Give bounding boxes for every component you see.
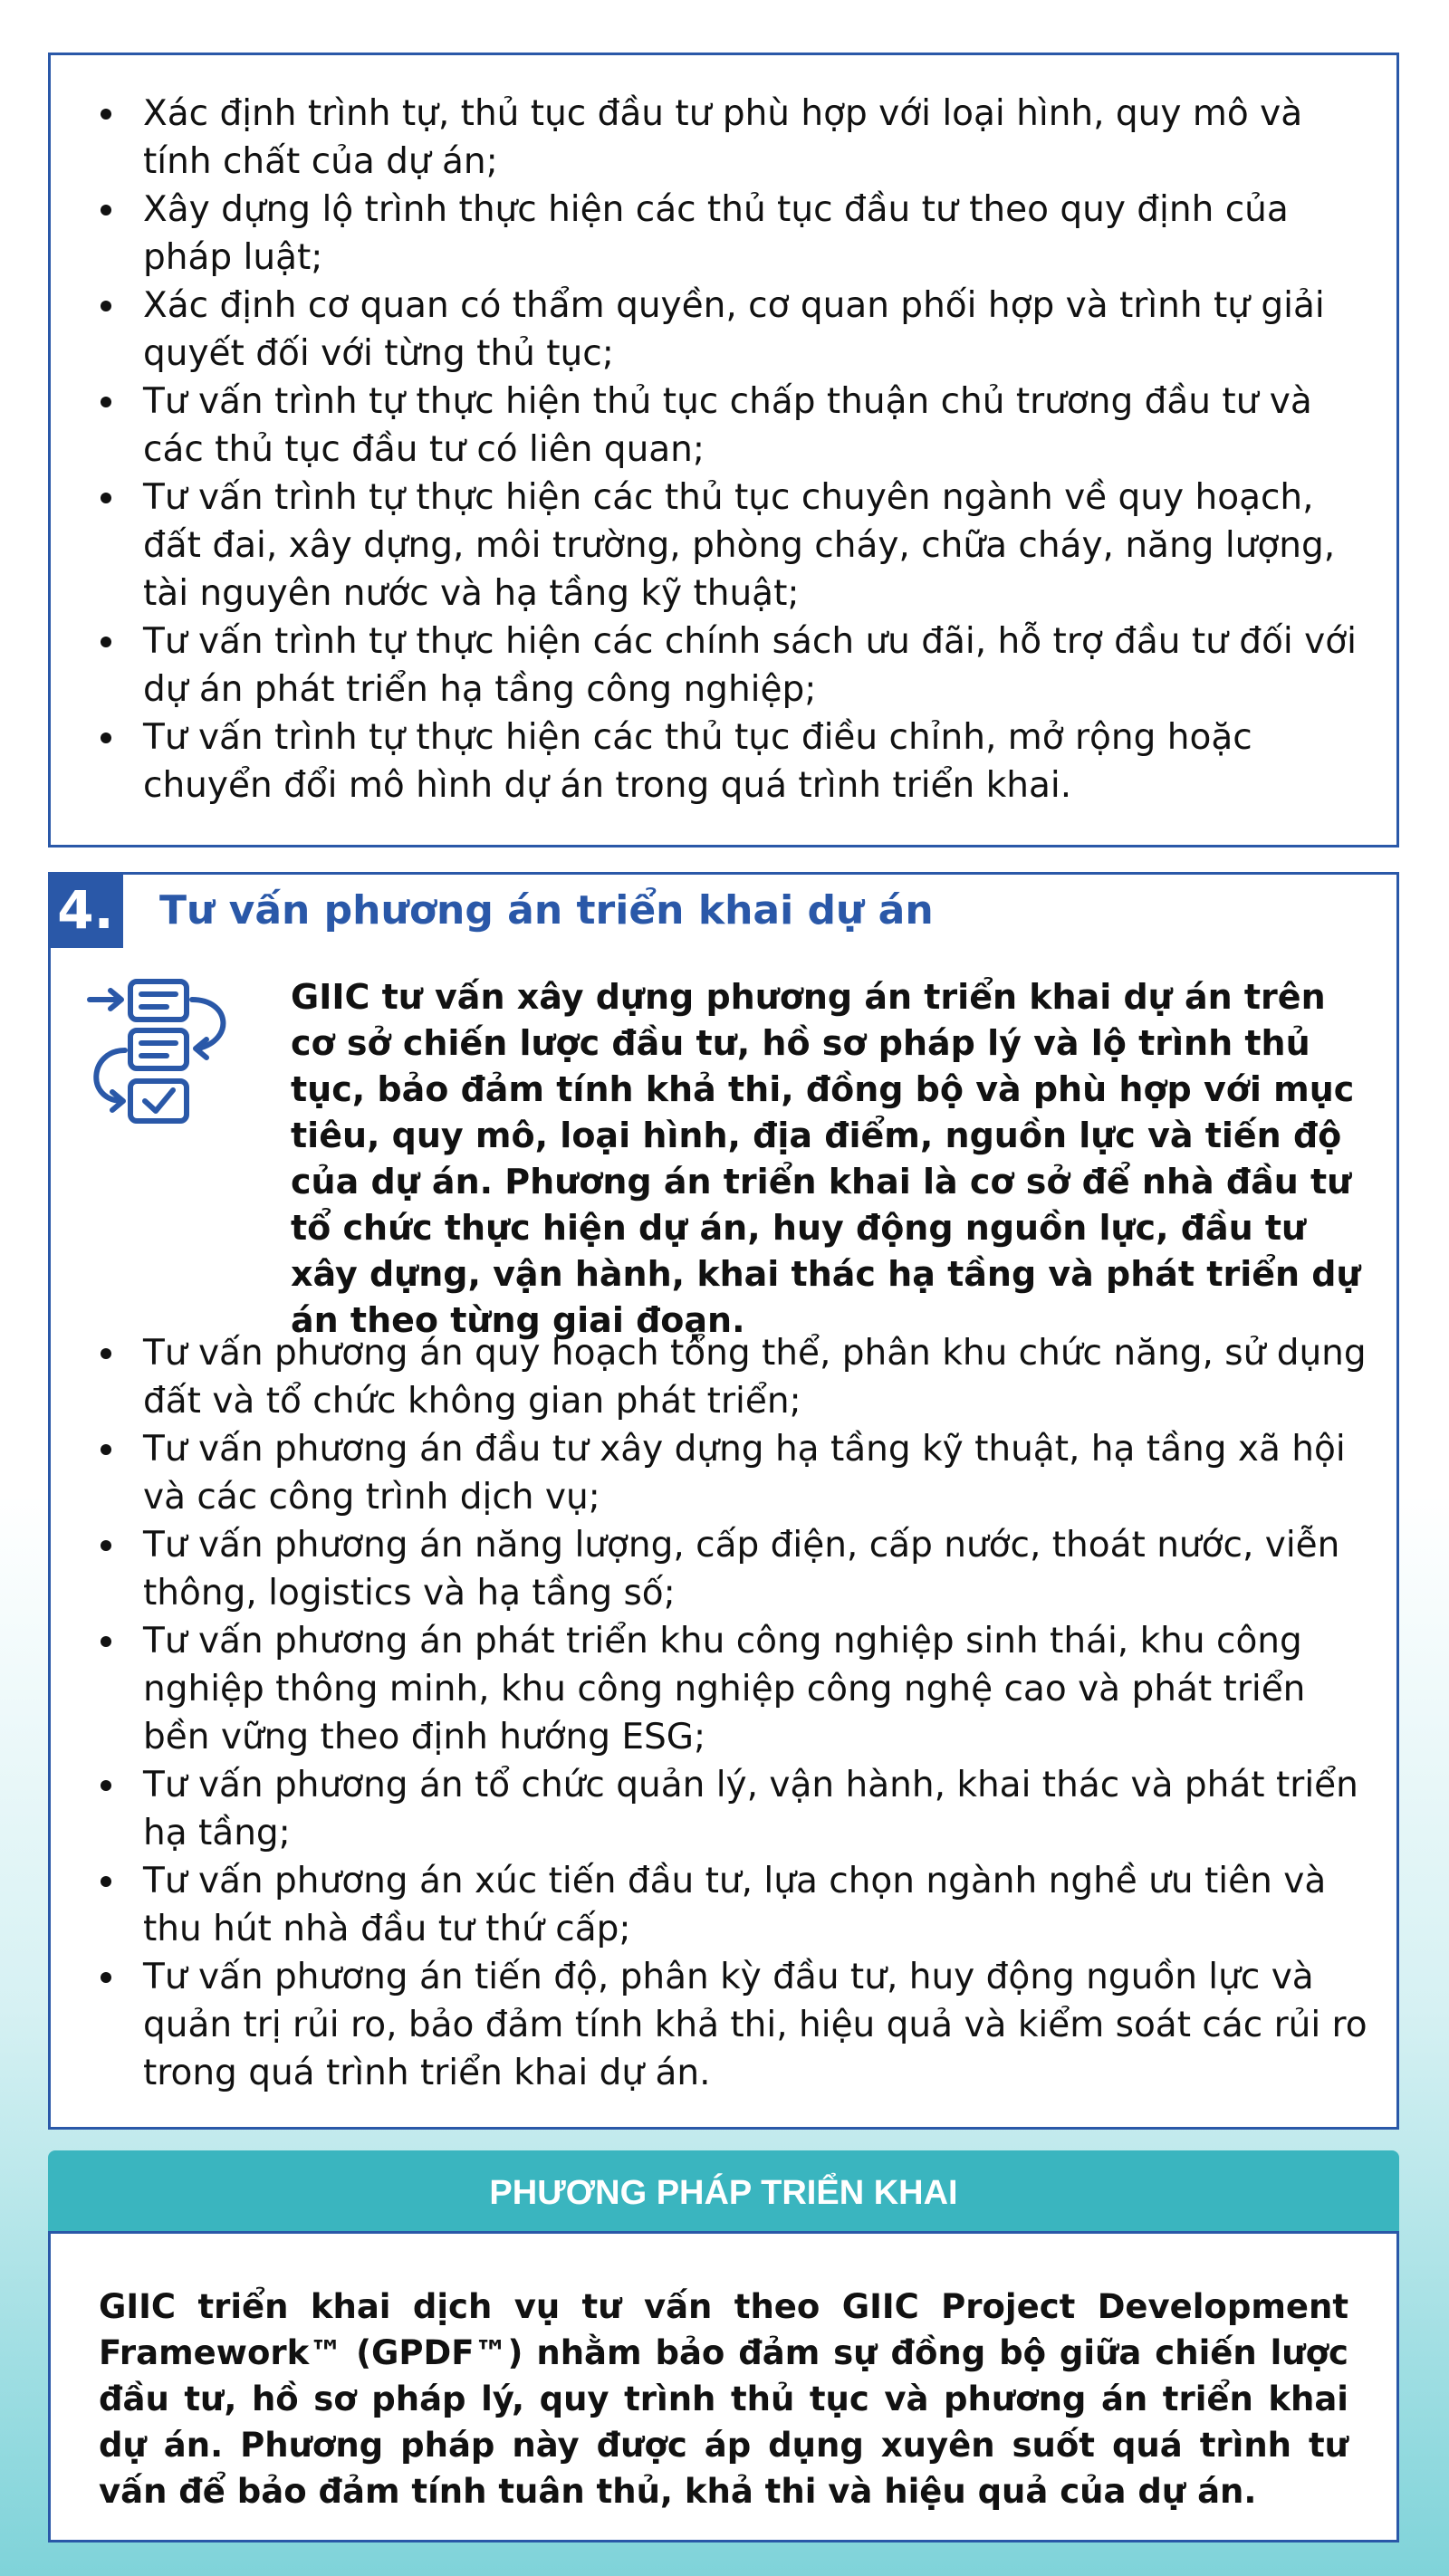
procedure-section-box — [48, 53, 1399, 847]
list-item: Tư vấn trình tự thực hiện thủ tục chấp thuận chủ trương đầu tư và các thủ tục đầu tư có liên quan; — [51, 378, 1396, 474]
list-item: Tư vấn phương án tiến độ, phân kỳ đầu tư, huy động nguồn lực và quản trị rủi ro, bảo đảm tính khả thi, hiệu quả và kiểm soát các rủi ro trong quá trình triển khai dự án. — [51, 1953, 1396, 2097]
deployment-list — [51, 1329, 1396, 2097]
list-item: Tư vấn phương án đầu tư xây dựng hạ tầng kỹ thuật, hạ tầng xã hội và các công trình dịch vụ; — [51, 1425, 1396, 1521]
method-text: GIIC triển khai dịch vụ tư vấn theo GIIC Project Development Framework™ (GPDF™) nhằm bảo đảm sự đồng bộ giữa chiến lược đầu tư, hồ sơ pháp lý, quy trình thủ tục và phương án triển khai dự án. Phương pháp này được áp dụng xuyên suốt quá trình tư vấn để bảo đảm tính tuân thủ, khả thi và hiệu quả của dự án. — [99, 2287, 1348, 2511]
section-title: Tư vấn phương án triển khai dự án — [159, 887, 934, 934]
list-item: Tư vấn phương án quy hoạch tổng thể, phân khu chức năng, sử dụng đất và tổ chức không gian phát triển; — [51, 1329, 1396, 1425]
section-intro-text: GIIC tư vấn xây dựng phương án triển khai dự án trên cơ sở chiến lược đầu tư, hồ sơ pháp lý và lộ trình thủ tục, bảo đảm tính khả thi, đồng bộ và phù hợp với mục tiêu, quy mô, loại hình, địa điểm, nguồn lực và tiến độ của dự án. Phương án triển khai là cơ sở để nhà đầu tư tổ chức thực hiện dự án, huy động nguồn lực, đầu tư xây dựng, vận hành, khai thác hạ tầng và phát triển dự án theo từng giai đoạn. — [291, 977, 1361, 1340]
method-header: PHƯƠNG PHÁP TRIỂN KHAI — [48, 2150, 1399, 2236]
list-item: Tư vấn phương án phát triển khu công nghiệp sinh thái, khu công nghiệp thông minh, khu công nghiệp công nghệ cao và phát triển bền vững theo định hướng ESG; — [51, 1617, 1396, 1761]
list-item: Tư vấn trình tự thực hiện các thủ tục chuyên ngành về quy hoạch, đất đai, xây dựng, môi trường, phòng cháy, chữa cháy, năng lượng, tài nguyên nước và hạ tầng kỹ thuật; — [51, 474, 1396, 618]
list-item: Tư vấn phương án xúc tiến đầu tư, lựa chọn ngành nghề ưu tiên và thu hút nhà đầu tư thứ cấp; — [51, 1857, 1396, 1953]
list-item: Tư vấn trình tự thực hiện các chính sách ưu đãi, hỗ trợ đầu tư đối với dự án phát triển hạ tầng công nghiệp; — [51, 618, 1396, 713]
list-item: Tư vấn phương án tổ chức quản lý, vận hành, khai thác và phát triển hạ tầng; — [51, 1761, 1396, 1857]
list-item: Xây dựng lộ trình thực hiện các thủ tục đầu tư theo quy định của pháp luật; — [51, 186, 1396, 282]
deployment-section-box — [48, 872, 1399, 2130]
section-number-badge: 4. — [48, 872, 123, 948]
list-item: Xác định trình tự, thủ tục đầu tư phù hợp với loại hình, quy mô và tính chất của dự án; — [51, 90, 1396, 186]
list-item: Tư vấn phương án năng lượng, cấp điện, cấp nước, thoát nước, viễn thông, logistics và hạ tầng số; — [51, 1521, 1396, 1617]
checklist-flow-icon — [85, 974, 302, 1137]
procedure-list — [51, 90, 1396, 809]
list-item: Tư vấn trình tự thực hiện các thủ tục điều chỉnh, mở rộng hoặc chuyển đổi mô hình dự án trong quá trình triển khai. — [51, 713, 1396, 809]
method-box — [48, 2231, 1399, 2542]
list-item: Xác định cơ quan có thẩm quyền, cơ quan phối hợp và trình tự giải quyết đối với từng thủ tục; — [51, 282, 1396, 378]
